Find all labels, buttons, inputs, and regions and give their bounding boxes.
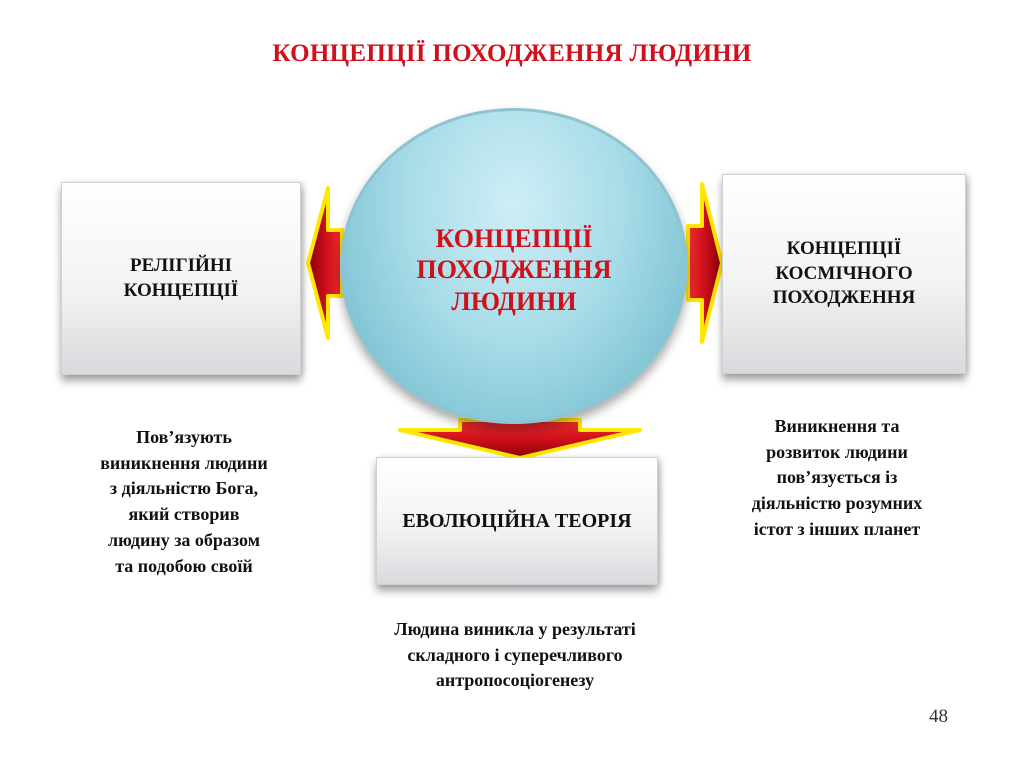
cosmic-origin-label: КОНЦЕПЦІЇ КОСМІЧНОГО ПОХОДЖЕННЯ	[772, 237, 916, 309]
evolution-theory-box	[376, 457, 658, 585]
evolution-theory-description	[330, 617, 700, 694]
page-number: 48	[929, 706, 948, 727]
cosmic-description-text: Виникнення та розвиток людини пов’язується із діяльністю розумних істот з інших планет	[751, 416, 923, 539]
cosmic-origin-box	[722, 174, 966, 374]
religious-description-text: Пов’язують виникнення людини з діяльністю Бога, який створив людину за образом та подобою своїй	[100, 427, 268, 576]
evolution-description-text: Людина виникла у результаті складного і суперечливого антропосоціогенезу	[394, 619, 636, 691]
arrow-right-icon	[686, 182, 724, 344]
arrow-down-icon	[398, 418, 642, 460]
religious-concepts-box	[61, 182, 301, 375]
religious-concepts-label: РЕЛІГІЙНІ КОНЦЕПЦІЇ	[123, 254, 239, 301]
religious-concepts-description	[60, 425, 308, 579]
central-concept-label: КОНЦЕПЦІЇ ПОХОДЖЕННЯ ЛЮДИНИ	[416, 224, 612, 316]
slide-title: КОНЦЕПЦІЇ ПОХОДЖЕННЯ ЛЮДИНИ	[272, 40, 752, 67]
evolution-theory-label: ЕВОЛЮЦІЙНА ТЕОРІЯ	[402, 510, 632, 532]
central-concept-circle	[340, 108, 688, 424]
cosmic-origin-description	[712, 414, 962, 543]
